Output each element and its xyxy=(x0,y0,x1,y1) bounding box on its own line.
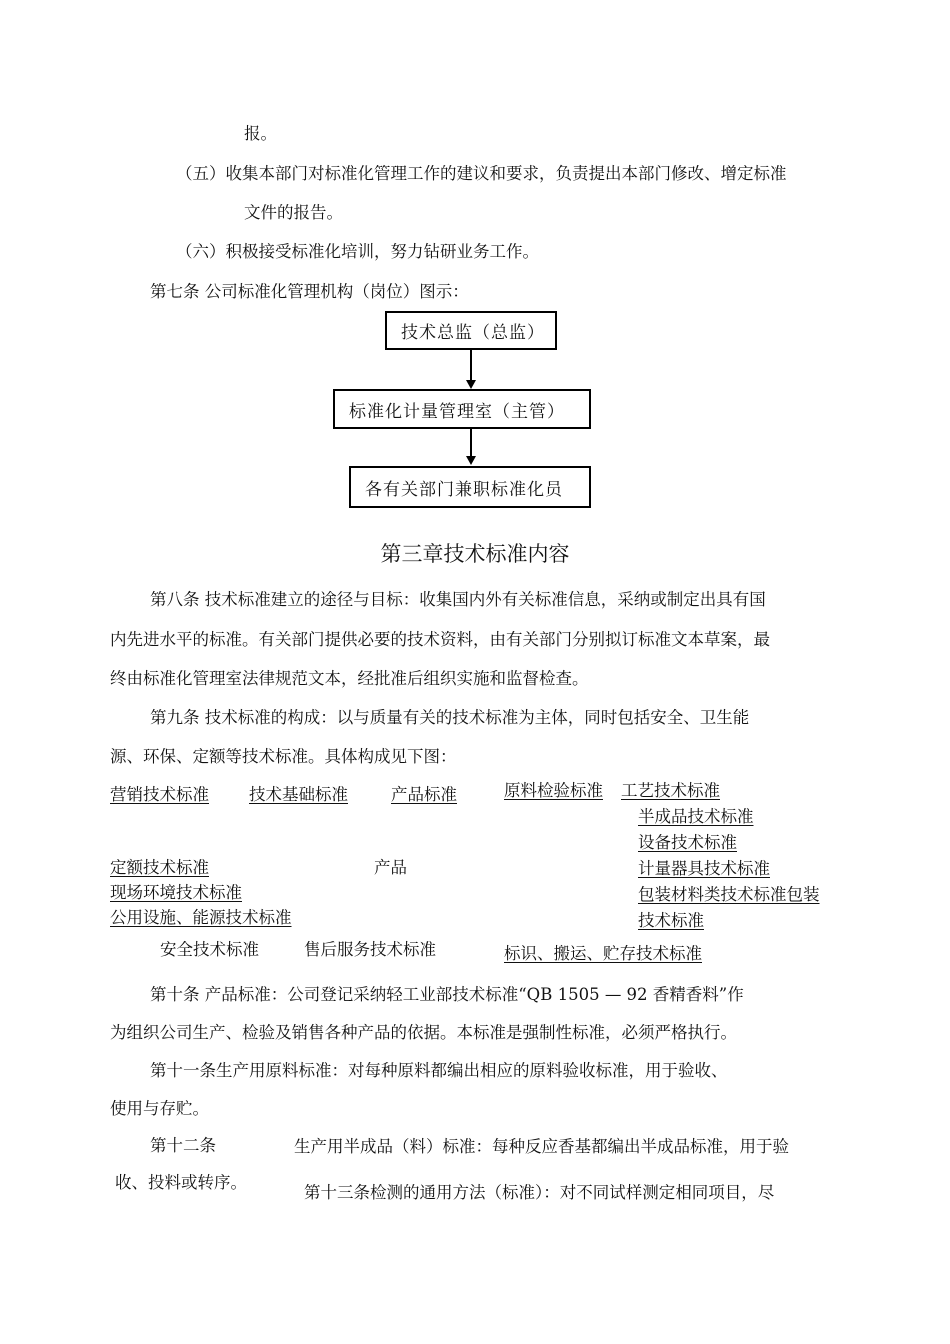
std-process: 工艺技术标准 xyxy=(621,781,720,800)
org-connector-1 xyxy=(470,350,472,381)
arrow-down-icon xyxy=(466,456,476,465)
article-8-line-1: 第八条 技术标准建立的途径与目标：收集国内外有关标准信息，采纳或制定出具有国 xyxy=(150,590,766,609)
org-box-dept-staff-label: 各有关部门兼职标准化员 xyxy=(365,479,563,500)
org-box-standards-office xyxy=(333,389,591,429)
text-line-item-five-cont: 文件的报告。 xyxy=(244,203,343,222)
std-safety: 安全技术标准 xyxy=(160,940,259,959)
std-marketing: 营销技术标准 xyxy=(110,785,209,804)
article-11-line-2: 使用与存贮。 xyxy=(110,1099,209,1118)
std-marking: 标识、搬运、贮存技术标准 xyxy=(504,944,702,963)
std-product: 产品标准 xyxy=(391,785,457,804)
article-12-label: 第十二条 xyxy=(150,1136,216,1155)
std-utilities: 公用设施、能源技术标准 xyxy=(110,908,292,927)
std-packaging-line-1: 包装材料类技术标准包装 xyxy=(638,885,820,904)
std-semi-finished: 半成品技术标准 xyxy=(638,807,754,826)
article-12-cont: 收、投料或转序。 xyxy=(115,1173,247,1192)
org-connector-2 xyxy=(470,429,472,457)
article-8-line-3: 终由标准化管理室法律规范文本，经批准后组织实施和监督检查。 xyxy=(110,669,589,688)
text-line-item-six: （六）积极接受标准化培训，努力钻研业务工作。 xyxy=(176,242,539,261)
org-box-dept-staff xyxy=(349,466,591,508)
std-after-sales: 售后服务技术标准 xyxy=(304,940,436,959)
article-9-line-1: 第九条 技术标准的构成：以与质量有关的技术标准为主体，同时包括安全、卫生能 xyxy=(150,708,750,727)
article-11-line-1: 第十一条生产用原料标准：对每种原料都编出相应的原料验收标准，用于验收、 xyxy=(150,1061,728,1080)
article-8-line-2: 内先进水平的标准。有关部门提供必要的技术资料，由有关部门分别拟订标准文本草案，最 xyxy=(110,630,770,649)
article-12-text: 生产用半成品（料）标准：每种反应香基都编出半成品标准，用于验 xyxy=(294,1137,789,1156)
arrow-down-icon xyxy=(466,380,476,389)
text-line-item-five: （五）收集本部门对标准化管理工作的建议和要求，负责提出本部门修改、增定标准 xyxy=(176,164,787,183)
std-packaging-line-2: 技术标准 xyxy=(638,911,704,930)
std-raw-material: 原料检验标准 xyxy=(504,781,603,800)
org-box-tech-director-label: 技术总监（总监） xyxy=(401,323,545,343)
std-tech-basic: 技术基础标准 xyxy=(249,785,348,804)
article-9-line-2: 源、环保、定额等技术标准。具体构成见下图： xyxy=(110,747,457,766)
std-site-env: 现场环境技术标准 xyxy=(110,883,242,902)
text-line-bao: 报。 xyxy=(244,124,277,143)
org-box-tech-director xyxy=(385,311,557,350)
chapter-title: 第三章技术标准内容 xyxy=(380,542,570,566)
article-10-line-1: 第十条 产品标准：公司登记采纳轻工业部技术标准“QB 1505 — 92 香精香料”作 xyxy=(150,985,744,1004)
article-13: 第十三条检测的通用方法（标准）：对不同试样测定相同项目，尽 xyxy=(304,1183,775,1202)
std-measuring: 计量器具技术标准 xyxy=(638,859,770,878)
std-equipment: 设备技术标准 xyxy=(638,833,737,852)
std-product-center: 产品 xyxy=(374,858,407,877)
article-7: 第七条 公司标准化管理机构（岗位）图示： xyxy=(150,282,469,301)
org-box-standards-office-label: 标准化计量管理室（主管） xyxy=(349,401,565,422)
article-10-line-2: 为组织公司生产、检验及销售各种产品的依据。本标准是强制性标准，必须严格执行。 xyxy=(110,1023,737,1042)
std-quota: 定额技术标准 xyxy=(110,858,209,877)
